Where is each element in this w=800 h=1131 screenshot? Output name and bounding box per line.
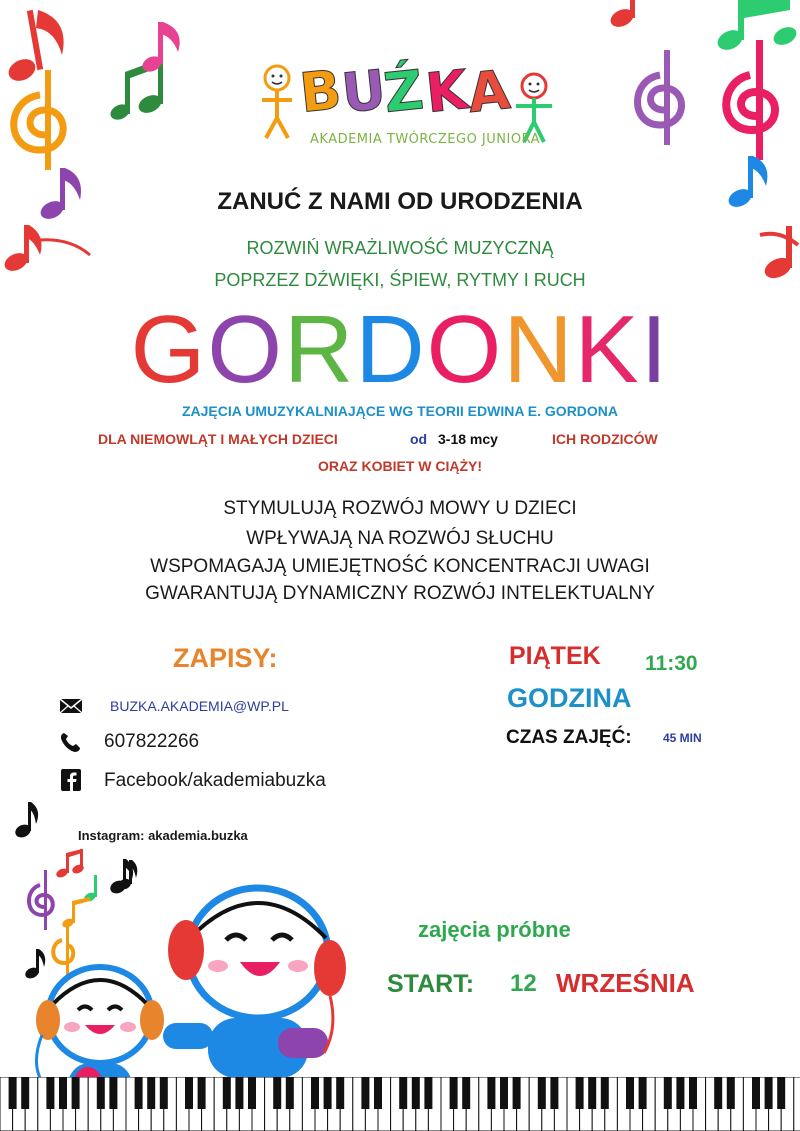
logo-letter: K: [422, 57, 471, 126]
age-prefix: od: [410, 431, 428, 447]
music-note-icon: [118, 858, 138, 890]
audience-pregnant: ORAZ KOBIET W CIĄŻY!: [317, 458, 483, 474]
benefit-item: WPŁYWAJĄ NA ROZWÓJ SŁUCHU: [246, 528, 554, 549]
logo-subtitle: AKADEMIA TWÓRCZEGO JUNIORA: [310, 132, 540, 147]
piano-black-key: [185, 1077, 193, 1109]
title-letter: O: [207, 296, 284, 403]
piano-black-key: [97, 1077, 105, 1109]
envelope-icon: [58, 695, 84, 717]
piano-black-key: [588, 1077, 596, 1109]
piano-black-key: [248, 1077, 256, 1109]
title-letter: R: [283, 296, 356, 403]
title-letter: O: [426, 296, 504, 403]
headline: ZANUĆ Z NAMI OD URODZENIA: [217, 188, 583, 215]
title-letter: D: [355, 296, 427, 403]
piano-black-key: [689, 1077, 697, 1109]
piano-black-key: [59, 1077, 67, 1109]
piano-black-key: [135, 1077, 143, 1109]
piano-black-key: [601, 1077, 609, 1109]
main-title: [0, 296, 800, 403]
piano-black-key: [223, 1077, 231, 1109]
piano-white-key: [794, 1077, 800, 1131]
piano-black-key: [576, 1077, 584, 1109]
piano-black-key: [626, 1077, 634, 1109]
title-letter: N: [503, 296, 575, 403]
logo-letter: B: [296, 58, 345, 125]
piano-black-key: [311, 1077, 319, 1109]
age-range: 3-18 mcy: [438, 431, 498, 447]
title-letter: G: [130, 296, 208, 403]
big-character-headphones-icon: [148, 878, 348, 1078]
piano-black-key: [777, 1077, 785, 1109]
facebook-link[interactable]: Facebook/akademiabuzka: [104, 770, 326, 791]
start-day: 12: [510, 970, 537, 997]
piano-black-key: [765, 1077, 773, 1109]
schedule-day: PIĄTEK: [509, 642, 601, 670]
piano-black-key: [399, 1077, 407, 1109]
piano-black-key: [361, 1077, 369, 1109]
piano-black-key: [336, 1077, 344, 1109]
piano-black-key: [676, 1077, 684, 1109]
logo-wordmark: [296, 57, 520, 132]
logo-letter: A: [464, 57, 513, 126]
piano-black-key: [538, 1077, 546, 1109]
phone-icon: [58, 731, 84, 753]
email-link[interactable]: BUZKA.AKADEMIA@WP.PL: [110, 698, 289, 714]
logo-letter: U: [338, 57, 389, 126]
piano-black-key: [727, 1077, 735, 1109]
piano-black-key: [198, 1077, 206, 1109]
child-figure-left-icon: [252, 62, 302, 142]
subheadline-line-1: ROZWIŃ WRAŻLIWOŚĆ MUZYCZNĄ: [246, 238, 554, 258]
piano-black-key: [412, 1077, 420, 1109]
piano-black-key: [424, 1077, 432, 1109]
piano-black-key: [639, 1077, 647, 1109]
piano-black-key: [550, 1077, 558, 1109]
music-note-icon: [14, 800, 40, 838]
piano-black-key: [160, 1077, 168, 1109]
piano-black-key: [374, 1077, 382, 1109]
schedule-time: 11:30: [645, 652, 698, 675]
piano-black-key: [500, 1077, 508, 1109]
start-month: WRZEŚNIA: [556, 968, 695, 998]
duration-value: 45 MIN: [663, 731, 702, 745]
trial-class-label: zajęcia próbne: [418, 917, 571, 942]
piano-black-key: [462, 1077, 470, 1109]
piano-keyboard: [0, 1077, 800, 1131]
instagram-handle[interactable]: Instagram: akademia.buzka: [78, 828, 248, 843]
audience-children: DLA NIEMOWLĄT I MAŁYCH DZIECI: [98, 431, 338, 447]
piano-black-key: [273, 1077, 281, 1109]
signup-heading: ZAPISY:: [173, 643, 278, 673]
piano-black-key: [9, 1077, 17, 1109]
piano-black-key: [21, 1077, 29, 1109]
start-label: START:: [387, 970, 475, 998]
piano-black-key: [664, 1077, 672, 1109]
piano-black-key: [752, 1077, 760, 1109]
schedule-hour-label: GODZINA: [507, 683, 632, 713]
piano-black-key: [450, 1077, 458, 1109]
title-letter: K: [574, 296, 641, 403]
facebook-icon: [58, 769, 84, 791]
title-letter: I: [640, 296, 670, 403]
duration-label: CZAS ZAJĘĆ:: [506, 727, 632, 748]
piano-black-key: [513, 1077, 521, 1109]
piano-black-key: [286, 1077, 294, 1109]
theory-line: ZAJĘCIA UMUZYKALNIAJĄCE WG TEORII EDWINA E. GORDONA: [181, 403, 619, 419]
benefit-item: GWARANTUJĄ DYNAMICZNY ROZWÓJ INTELEKTUALNY: [145, 583, 655, 604]
subheadline-line-2: POPRZEZ DŹWIĘKI, ŚPIEW, RYTMY I RUCH: [214, 270, 586, 290]
audience-parents: ICH RODZICÓW: [552, 431, 658, 447]
piano-black-key: [46, 1077, 54, 1109]
piano-black-key: [487, 1077, 495, 1109]
piano-black-key: [235, 1077, 243, 1109]
phone-number[interactable]: 607822266: [104, 731, 200, 752]
piano-black-key: [72, 1077, 80, 1109]
piano-black-key: [714, 1077, 722, 1109]
benefit-item: WSPOMAGAJĄ UMIEJĘTNOŚĆ KONCENTRACJI UWAGI: [150, 556, 650, 577]
piano-black-key: [147, 1077, 155, 1109]
piano-black-key: [109, 1077, 117, 1109]
piano-black-key: [324, 1077, 332, 1109]
benefit-item: STYMULUJĄ ROZWÓJ MOWY U DZIECI: [223, 498, 577, 519]
logo-letter: Ź: [380, 58, 427, 125]
